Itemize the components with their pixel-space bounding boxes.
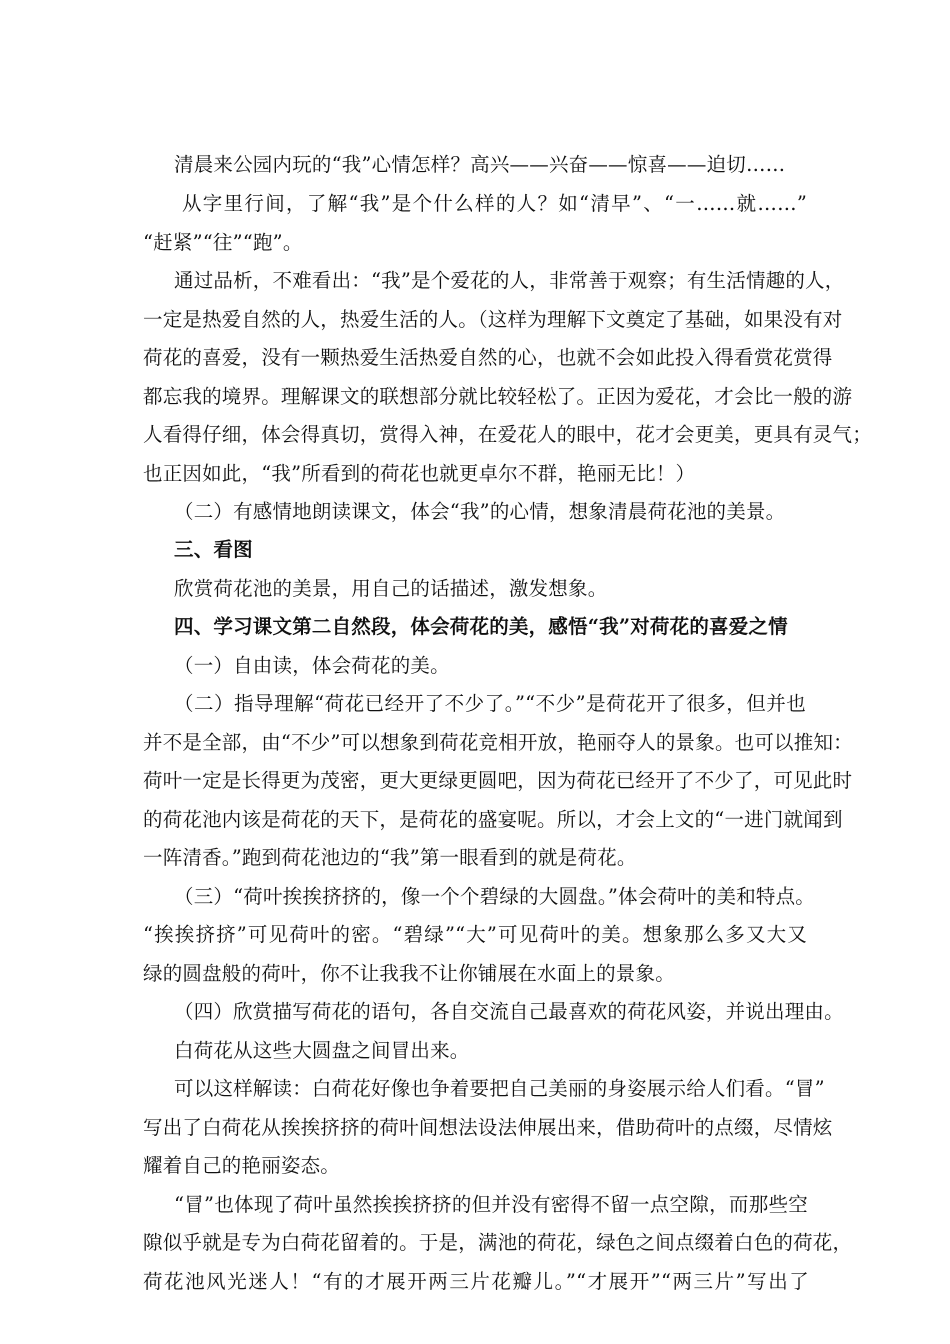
paragraph-line: 欣赏荷花池的美景，用自己的话描述，激发想象。: [174, 577, 608, 600]
paragraph-line: 白荷花从这些大圆盘之间冒出来。: [174, 1039, 470, 1062]
paragraph-line: （二）指导理解“荷花已经开了不少了。”“不少”是荷花开了很多，但并也: [174, 692, 806, 715]
paragraph-line: “冒”也体现了荷叶虽然挨挨挤挤的但并没有密得不留一点空隙，而那些空: [174, 1193, 808, 1216]
paragraph-line: 荷花的喜爱，没有一颗热爱生活热爱自然的心，也就不会如此投入得看赏花赏得: [143, 346, 833, 369]
paragraph-line: （四）欣赏描写荷花的语句，各自交流自己最喜欢的荷花风姿，并说出理由。: [174, 1000, 844, 1023]
paragraph-line: 通过品析，不难看出：“我”是个爱花的人，非常善于观察；有生活情趣的人，: [174, 269, 845, 292]
paragraph-line: 都忘我的境界。理解课文的联想部分就比较轻松了。正因为爱花，才会比一般的游: [143, 385, 853, 408]
paragraph-line: 写出了白荷花从挨挨挤挤的荷叶间想法设法伸展出来，借助荷叶的点缀，尽情炫: [143, 1116, 833, 1139]
paragraph-line: 荷花池风光迷人！“有的才展开两三片花瓣儿。”“才展开”“两三片”写出了: [143, 1270, 809, 1293]
section-heading: 四、学习课文第二自然段，体会荷花的美，感悟“我”对荷花的喜爱之情: [174, 615, 788, 638]
paragraph-line: 从字里行间，了解“我”是个什么样的人？如“清早”、“一……就……”: [182, 192, 807, 215]
paragraph-line: （三）“荷叶挨挨挤挤的，像一个个碧绿的大圆盘。”体会荷叶的美和特点。: [174, 885, 815, 908]
paragraph-line: 的荷花池内该是荷花的天下，是荷花的盛宴呢。所以，才会上文的“一进门就闻到: [143, 808, 843, 831]
paragraph-line: 耀着自己的艳丽姿态。: [143, 1154, 341, 1177]
paragraph-line: 可以这样解读：白荷花好像也争着要把自己美丽的身姿展示给人们看。“冒”: [174, 1077, 825, 1100]
paragraph-line: 并不是全部，由“不少”可以想象到荷花竞相开放，艳丽夺人的景象。也可以推知：: [143, 731, 853, 754]
paragraph-line: 一阵清香。”跑到荷花池边的“我”第一眼看到的就是荷花。: [143, 846, 637, 869]
paragraph-line: 一定是热爱自然的人，热爱生活的人。（这样为理解下文奠定了基础，如果没有对: [143, 308, 843, 331]
paragraph-line: 隙似乎就是专为白荷花留着的。于是，满池的荷花，绿色之间点缀着白色的荷花，: [143, 1231, 853, 1254]
paragraph-line: 人看得仔细，体会得真切，赏得入神，在爱花人的眼中，花才会更美，更具有灵气；: [143, 423, 872, 446]
paragraph-line: “赶紧”“往”“跑”。: [143, 231, 303, 254]
paragraph-line: 荷叶一定是长得更为茂密，更大更绿更圆吧，因为荷花已经开了不少了，可见此时: [143, 769, 853, 792]
section-heading: 三、看图: [174, 538, 253, 561]
paragraph-line: “挨挨挤挤”可见荷叶的密。“碧绿”“大”可见荷叶的美。想象那么多又大又: [143, 923, 807, 946]
paragraph-line: （二）有感情地朗读课文，体会“我”的心情，想象清晨荷花池的美景。: [174, 500, 786, 523]
paragraph-line: 绿的圆盘般的荷叶，你不让我我不让你铺展在水面上的景象。: [143, 962, 675, 985]
paragraph-line: 也正因如此，“我”所看到的荷花也就更卓尔不群，艳丽无比！）: [143, 462, 696, 485]
paragraph-line: （一）自由读，体会荷花的美。: [174, 654, 450, 677]
paragraph-line: 清晨来公园内玩的“我”心情怎样？高兴——兴奋——惊喜——迫切……: [174, 153, 786, 176]
